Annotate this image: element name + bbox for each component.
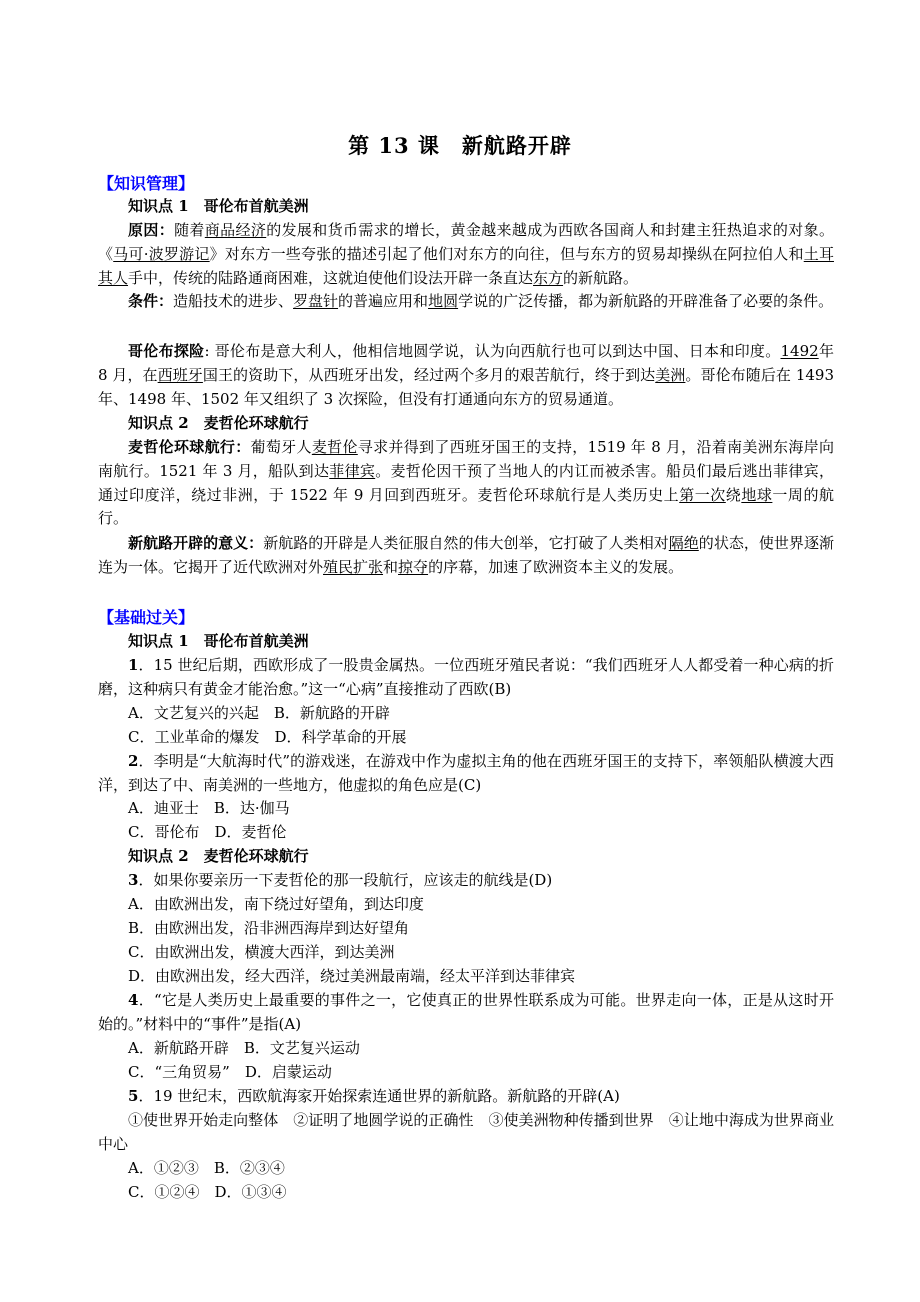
kp2-magellan-paragraph: 麦哲伦环球航行：葡萄牙人麦哲伦寻求并得到了西班牙国王的支持，1519 年 8 月，沿着南美洲东海岸向南航行。1521 年 3 月，船队到达菲律宾。麦哲伦因干预了当地人的内讧而被杀害。船员们最后逃出菲律宾，通过印度洋，绕过非洲，于 1522 年 9 月回到西班牙。麦哲伦环球航行是人类历史上第一次绕地球一周的航行。 [98,438,834,528]
q5-options-row-2: C．①②④ D．①③④ [128,1183,287,1201]
q1-options-row-1: A．文艺复兴的兴起 B．新航路的开辟 [128,704,390,722]
blank-answer: 地圆 [428,292,459,310]
q2-options-row-2: C．哥伦布 D．麦哲伦 [128,823,287,841]
kp2-heading: 知识点 2 麦哲伦环球航行 [128,414,309,432]
kp1-condition-paragraph: 条件：造船技术的进步、罗盘针的普遍应用和地圆学说的广泛传播，都为新航路的开辟准备了必要的条件。 [128,292,834,310]
kp1-columbus-paragraph: 哥伦布探险: 哥伦布是意大利人，他相信地圆学说，认为向西航行也可以到达中国、日本和印度。1492年 8 月，在西班牙国王的资助下，从西班牙出发，经过两个多月的艰苦航行，终于到达美洲。哥伦布随后在 1493 年、1498 年、1502 年又组织了 3 次探险，但没有打通通向东方的贸易通道。 [98,342,834,408]
blank-answer: 麦哲伦 [311,438,358,456]
cause-label: 原因： [128,221,175,239]
q5-statements: ①使世界开始走向整体 ②证明了地圆学说的正确性 ③使美洲物种传播到世界 ④让地中海成为世界商业中心 [98,1111,834,1153]
question-4: 4．“它是人类历史上最重要的事件之一，它使真正的世界性联系成为可能。世界走向一体，正是从这时开始的。”材料中的“事件”是指(A) [98,991,834,1033]
blank-answer: 地球 [741,485,773,504]
blank-answer: 1492 [780,342,819,360]
b-kp2-heading: 知识点 2 麦哲伦环球航行 [128,847,309,865]
blank-answer: 土耳其人 [98,244,834,287]
magellan-label: 麦哲伦环球航行： [128,438,251,456]
question-number: 2 [128,752,139,770]
blank-answer: 殖民扩张 [323,557,384,576]
q4-options-row-2: C．“三角贸易” D．启蒙运动 [128,1063,332,1081]
blank-answer: 掠夺 [398,557,429,576]
question-number: 4 [128,991,139,1009]
blank-answer: 第一次 [679,485,726,504]
blank-answer: 西班牙 [157,365,203,384]
question-5: 5．19 世纪末，西欧航海家开始探索连通世界的新航路。新航路的开辟(A) [128,1087,620,1105]
q2-options-row-1: A．迪亚士 B．达·伽马 [128,799,290,817]
columbus-label: 哥伦布探险 [128,342,205,360]
q1-options-row-2: C．工业革命的爆发 D．科学革命的开展 [128,728,407,746]
q3-option-c: C．由欧洲出发，横渡大西洋，到达美洲 [128,943,395,961]
question-2: 2．李明是“大航海时代”的游戏迷，在游戏中作为虚拟主角的他在西班牙国王的支持下，率领船队横渡大西洋，到达了中、南美洲的一些地方，他虚拟的角色应是(C) [98,752,834,794]
b-kp1-heading: 知识点 1 哥伦布首航美洲 [128,632,309,650]
blank-answer: 美洲 [655,365,686,384]
q5-options-row-1: A．①②③ B．②③④ [128,1159,285,1177]
q4-options-row-1: A．新航路开辟 B．文艺复兴运动 [128,1039,360,1057]
section-knowledge-management: 【知识管理】 [98,174,195,193]
kp1-heading: 知识点 1 哥伦布首航美洲 [128,197,309,215]
question-number: 5 [128,1087,139,1105]
blank-answer: 东方 [533,268,564,287]
blank-answer: 隔绝 [668,534,699,552]
blank-answer: 菲律宾 [329,461,376,480]
question-number: 3 [128,871,139,889]
condition-label: 条件： [128,292,174,310]
question-1: 1．15 世纪后期，西欧形成了一股贵金属热。一位西班牙殖民者说：“我们西班牙人人都受着一种心病的折磨，这种病只有黄金才能治愈。”这一“心病”直接推动了西欧(B) [98,656,834,698]
blank-answer: 罗盘针 [293,292,339,310]
section-basic-practice: 【基础过关】 [98,608,195,627]
kp1-cause-paragraph: 原因：随着商品经济的发展和货币需求的增长，黄金越来越成为西欧各国商人和封建主狂热追求的对象。《马可·波罗游记》对东方一些夸张的描述引起了他们对东方的向往，但与东方的贸易却操纵在阿拉伯人和土耳其人手中，传统的陆路通商困难，这就迫使他们设法开辟一条直达东方的新航路。 [98,221,834,287]
blank-answer: 马可·波罗游记 [113,244,210,263]
lesson-title: 第 13 课 新航路开辟 [348,133,572,158]
q3-option-d: D．由欧洲出发，经大西洋，绕过美洲最南端，经太平洋到达菲律宾 [128,967,576,985]
significance-label: 新航路开辟的意义： [128,534,264,552]
q3-option-b: B．由欧洲出发，沿非洲西海岸到达好望角 [128,919,410,937]
q3-option-a: A．由欧洲出发，南下绕过好望角，到达印度 [128,895,424,913]
kp2-significance-paragraph: 新航路开辟的意义：新航路的开辟是人类征服自然的伟大创举，它打破了人类相对隔绝的状态，使世界逐渐连为一体。它揭开了近代欧洲对外殖民扩张和掠夺的序幕，加速了欧洲资本主义的发展。 [98,534,834,576]
question-3: 3．如果你要亲历一下麦哲伦的那一段航行，应该走的航线是(D) [128,871,553,889]
blank-answer: 商品经济 [204,221,267,239]
question-number: 1 [128,656,139,674]
